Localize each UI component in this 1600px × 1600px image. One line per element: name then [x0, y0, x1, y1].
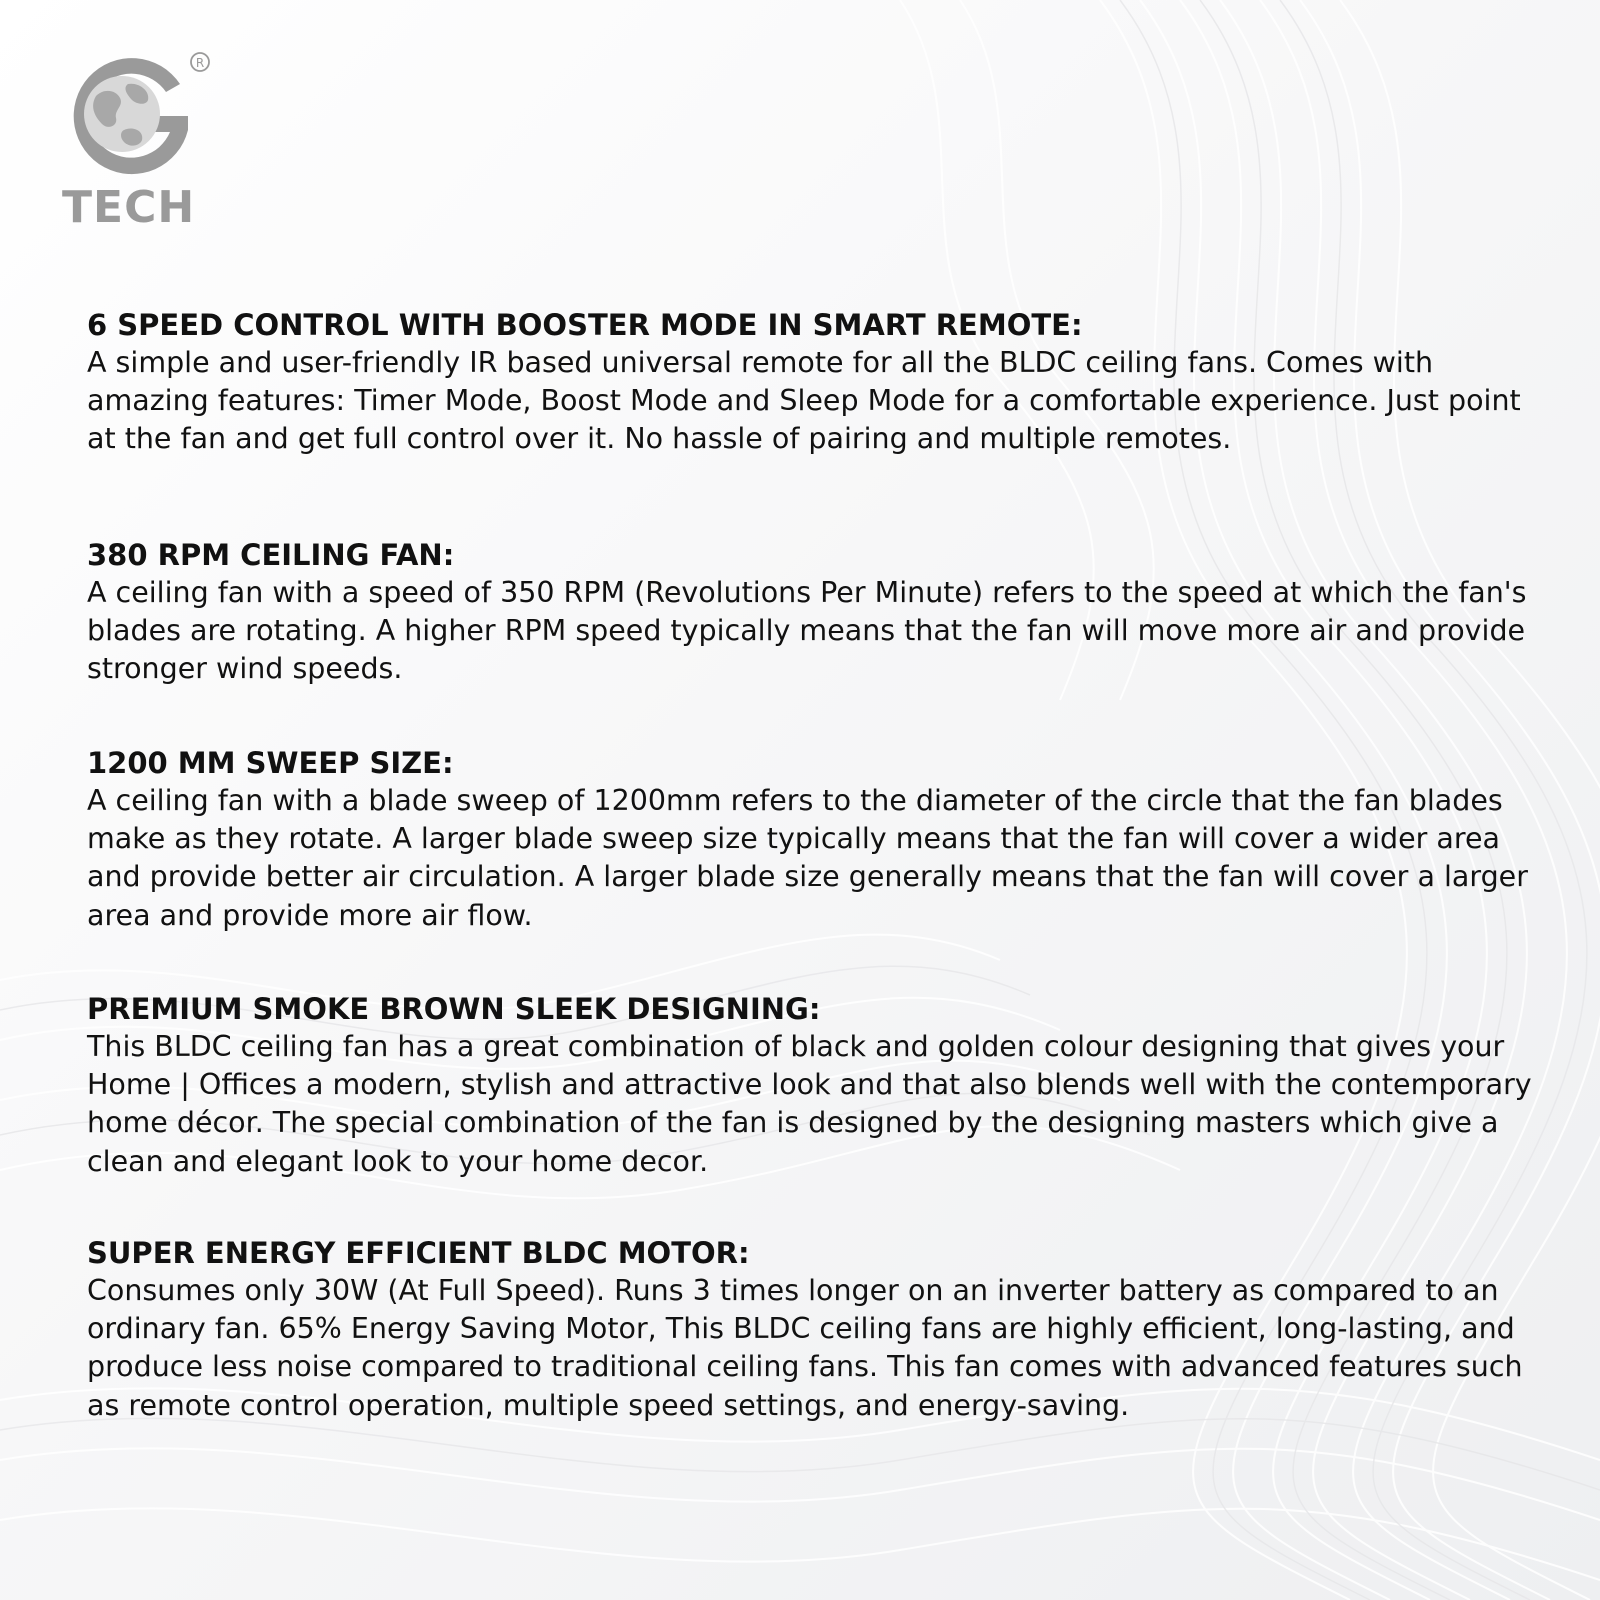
- feature-description: Consumes only 30W (At Full Speed). Runs 3 times longer on an inverter battery as compared to an ordinary fan. 65% Energy Saving Motor, This BLDC ceiling fans are highly efficient, long-lasting, and produce less noise compared to traditional ceiling fans. This fan comes with advanced features such as remote control operation, multiple speed settings, and energy-saving.: [87, 1274, 1523, 1422]
- feature-section-sweep: [87, 744, 1537, 990]
- feature-description: This BLDC ceiling fan has a great combination of black and golden colour designing that gives your Home | Offices a modern, stylish and attractive look and that also blends well with the contemporary home décor. The special combination of the fan is designed by the designing masters which give a clean and elegant look to your home decor.: [87, 1030, 1532, 1178]
- feature-heading: SUPER ENERGY EFFICIENT BLDC MOTOR:: [87, 1236, 750, 1270]
- feature-list: [87, 306, 1537, 1464]
- registered-symbol: R: [195, 56, 205, 70]
- feature-section-design: [87, 990, 1537, 1234]
- feature-section-rpm: [87, 536, 1537, 744]
- feature-description: A simple and user-friendly IR based universal remote for all the BLDC ceiling fans. Comes with amazing features: Timer Mode, Boost Mode and Sleep Mode for a comfortable experience. Just point at the fan and get full control over it. No hassle of pairing and multiple remotes.: [87, 346, 1521, 456]
- feature-heading: 6 SPEED CONTROL WITH BOOSTER MODE IN SMART REMOTE:: [87, 308, 1083, 342]
- g-globe-logo-icon: [58, 44, 228, 184]
- brand-name: TECH: [62, 182, 196, 233]
- feature-heading: 380 RPM CEILING FAN:: [87, 538, 455, 572]
- feature-section-motor: [87, 1234, 1537, 1464]
- feature-description: A ceiling fan with a blade sweep of 1200mm refers to the diameter of the circle that the fan blades make as they rotate. A larger blade sweep size typically means that the fan will cover a wider area and provide better air circulation. A larger blade size generally means that the fan will cover a larger area and provide more air flow.: [87, 784, 1528, 932]
- feature-heading: PREMIUM SMOKE BROWN SLEEK DESIGNING:: [87, 992, 821, 1026]
- brand-logo: [58, 44, 228, 244]
- feature-description: A ceiling fan with a speed of 350 RPM (Revolutions Per Minute) refers to the speed at which the fan's blades are rotating. A higher RPM speed typically means that the fan will move more air and provide stronger wind speeds.: [87, 576, 1527, 686]
- feature-heading: 1200 MM SWEEP SIZE:: [87, 746, 454, 780]
- feature-section-remote: [87, 306, 1537, 536]
